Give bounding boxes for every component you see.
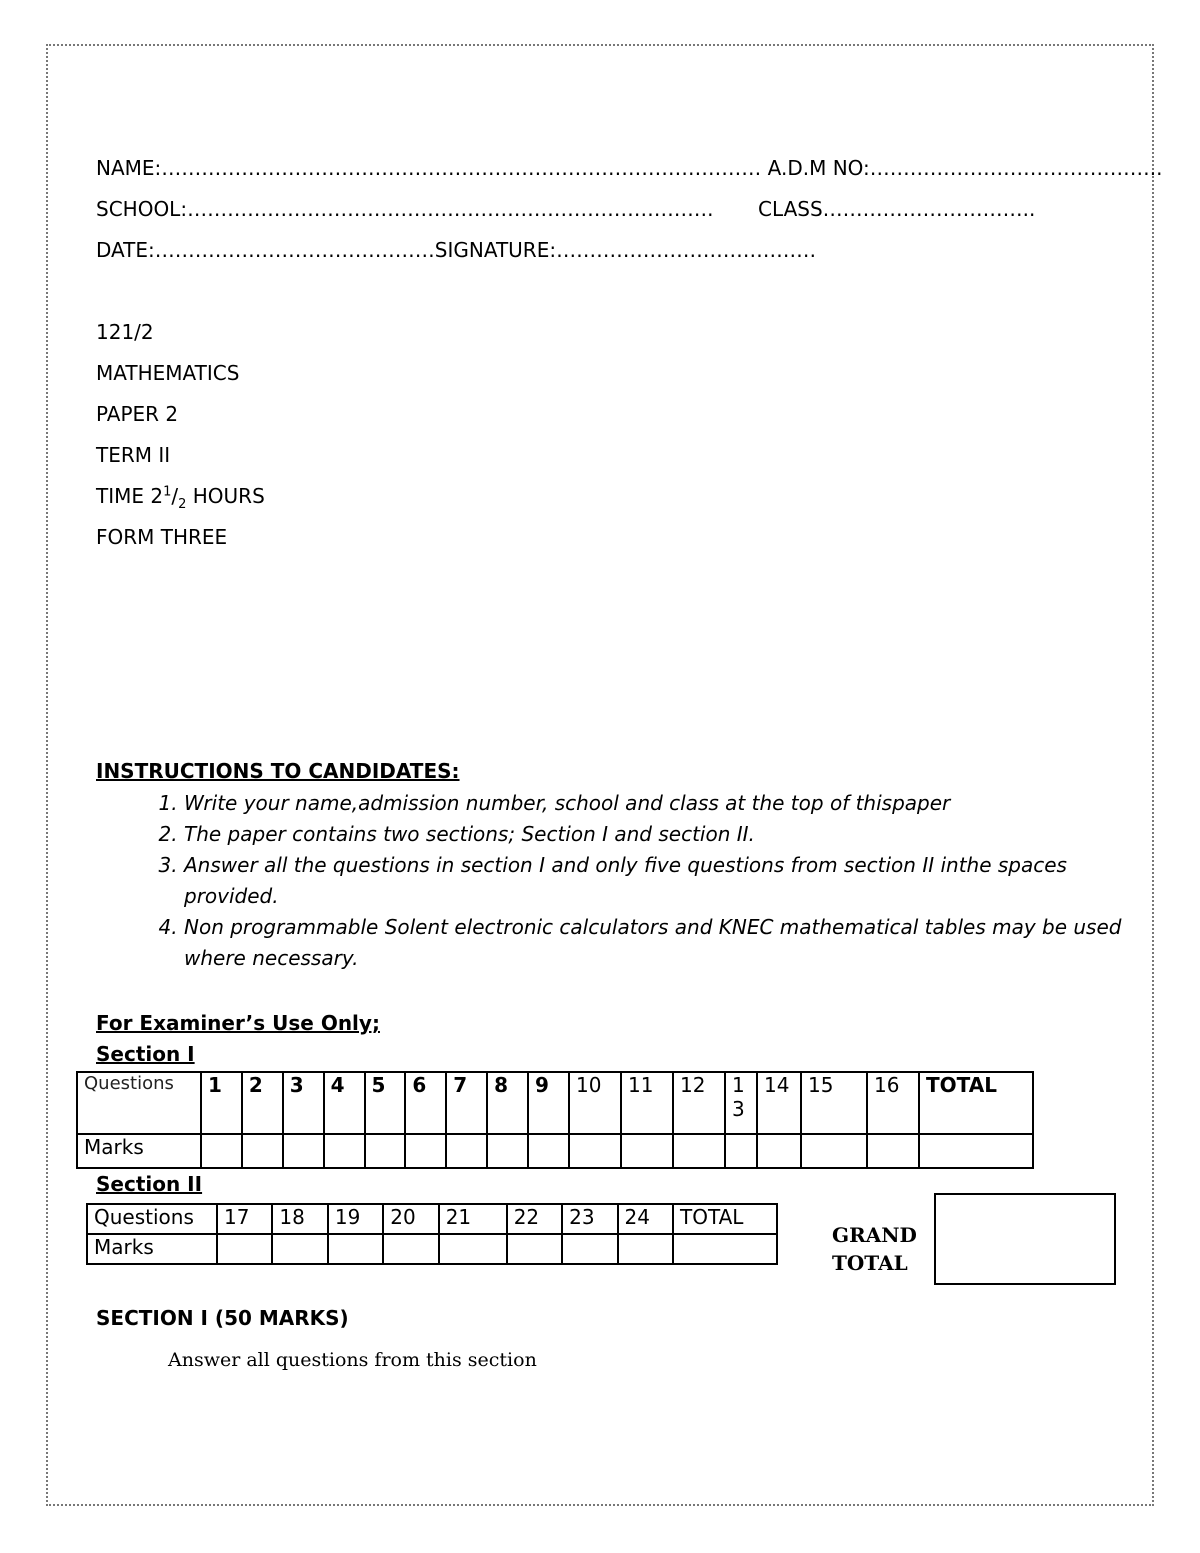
question-cell: 19 <box>328 1204 383 1234</box>
mark-cell[interactable] <box>618 1234 673 1264</box>
questions-row <box>77 1072 1033 1134</box>
mark-cell[interactable] <box>725 1134 757 1168</box>
mark-cell[interactable] <box>562 1234 617 1264</box>
total-header: TOTAL <box>673 1204 777 1234</box>
question-cell: 10 <box>569 1072 621 1134</box>
grand-total-label <box>832 1221 917 1277</box>
mark-cell[interactable] <box>217 1234 272 1264</box>
question-cell: 22 <box>507 1204 562 1234</box>
mark-cell[interactable] <box>242 1134 283 1168</box>
mark-cell[interactable] <box>439 1234 507 1264</box>
mark-cell[interactable] <box>507 1234 562 1264</box>
question-cell: 8 <box>487 1072 528 1134</box>
question-cell: 3 <box>283 1072 324 1134</box>
question-cell: 9 <box>528 1072 569 1134</box>
mark-cell[interactable] <box>201 1134 242 1168</box>
time-prefix: TIME 2 <box>96 484 164 508</box>
mark-cell[interactable] <box>569 1134 621 1168</box>
mark-cell[interactable] <box>383 1234 438 1264</box>
instruction-item: 4. Non programmable Solent electronic calculators and KNEC mathematical tables may be used where necessary. <box>184 912 1124 974</box>
section1-table <box>76 1071 1034 1169</box>
mark-cell[interactable] <box>283 1134 324 1168</box>
instruction-item: 2. The paper contains two sections; Section I and section II. <box>184 819 1124 850</box>
marks-row <box>77 1134 1033 1168</box>
mark-cell[interactable] <box>487 1134 528 1168</box>
question-cell: 20 <box>383 1204 438 1234</box>
time-slash: / <box>171 484 179 508</box>
mark-cell[interactable] <box>328 1234 383 1264</box>
paper-number: PAPER 2 <box>96 402 179 426</box>
question-cell: 23 <box>562 1204 617 1234</box>
mark-cell[interactable] <box>324 1134 365 1168</box>
row-label: Marks <box>77 1134 201 1168</box>
mark-cell[interactable] <box>272 1234 327 1264</box>
class-field[interactable]: CLASS………………………….. <box>758 197 1036 221</box>
section2-table <box>86 1203 778 1265</box>
instructions-list <box>148 788 1124 974</box>
instruction-item: 3. Answer all the questions in section I and only five questions from section II inthe spaces provided. <box>184 850 1124 912</box>
mark-cell[interactable] <box>673 1134 725 1168</box>
question-cell: 15 <box>801 1072 867 1134</box>
paper-term: TERM II <box>96 443 171 467</box>
paper-subject: MATHEMATICS <box>96 361 240 385</box>
question-cell: 18 <box>272 1204 327 1234</box>
time-sup: 1 <box>163 484 172 500</box>
question-cell: 5 <box>365 1072 406 1134</box>
mark-cell[interactable] <box>621 1134 673 1168</box>
question-cell: 7 <box>446 1072 487 1134</box>
name-adm-field[interactable]: NAME:……………………………………………………………………………… A.D.M NO:…………………………………….. <box>96 156 1163 180</box>
question-cell: 17 <box>217 1204 272 1234</box>
time-sub: 2 <box>178 497 187 512</box>
time-suffix: HOURS <box>186 484 265 508</box>
marks-row <box>87 1234 777 1264</box>
mark-cell[interactable] <box>801 1134 867 1168</box>
mark-cell[interactable] <box>757 1134 801 1168</box>
section-note: Answer all questions from this section <box>168 1349 537 1371</box>
question-cell: 11 <box>621 1072 673 1134</box>
paper-time <box>96 484 265 512</box>
school-field[interactable]: SCHOOL:……………………………………………………………………. <box>96 197 714 221</box>
question-cell: 12 <box>673 1072 725 1134</box>
section-heading: SECTION I (50 MARKS) <box>96 1306 349 1330</box>
questions-row <box>87 1204 777 1234</box>
question-cell: 4 <box>324 1072 365 1134</box>
mark-cell[interactable] <box>446 1134 487 1168</box>
instructions-title: INSTRUCTIONS TO CANDIDATES: <box>96 759 460 783</box>
question-cell: 14 <box>757 1072 801 1134</box>
question-cell: 24 <box>618 1204 673 1234</box>
question-cell: 2 <box>242 1072 283 1134</box>
mark-cell[interactable] <box>867 1134 919 1168</box>
section1-label: Section I <box>96 1042 195 1066</box>
section2-label: Section II <box>96 1172 203 1196</box>
mark-cell[interactable] <box>405 1134 446 1168</box>
paper-form: FORM THREE <box>96 525 228 549</box>
grand-total-line2: TOTAL <box>832 1251 908 1275</box>
row-label: Questions <box>77 1072 201 1134</box>
row-label: Questions <box>87 1204 217 1234</box>
row-label: Marks <box>87 1234 217 1264</box>
paper-code: 121/2 <box>96 320 154 344</box>
total-cell[interactable] <box>673 1234 777 1264</box>
grand-total-box[interactable] <box>934 1193 1116 1285</box>
question-cell: 1 3 <box>725 1072 757 1134</box>
question-cell: 1 <box>201 1072 242 1134</box>
instruction-item: 1. Write your name,admission number, school and class at the top of thispaper <box>184 788 1124 819</box>
date-signature-field[interactable]: DATE:……………………………………SIGNATURE:………………………………… <box>96 238 817 262</box>
mark-cell[interactable] <box>528 1134 569 1168</box>
total-header: TOTAL <box>919 1072 1033 1134</box>
question-cell: 21 <box>439 1204 507 1234</box>
mark-cell[interactable] <box>365 1134 406 1168</box>
question-cell: 16 <box>867 1072 919 1134</box>
examiner-title: For Examiner’s Use Only; <box>96 1011 380 1035</box>
grand-total-line1: GRAND <box>832 1223 917 1247</box>
total-cell[interactable] <box>919 1134 1033 1168</box>
question-cell: 6 <box>405 1072 446 1134</box>
